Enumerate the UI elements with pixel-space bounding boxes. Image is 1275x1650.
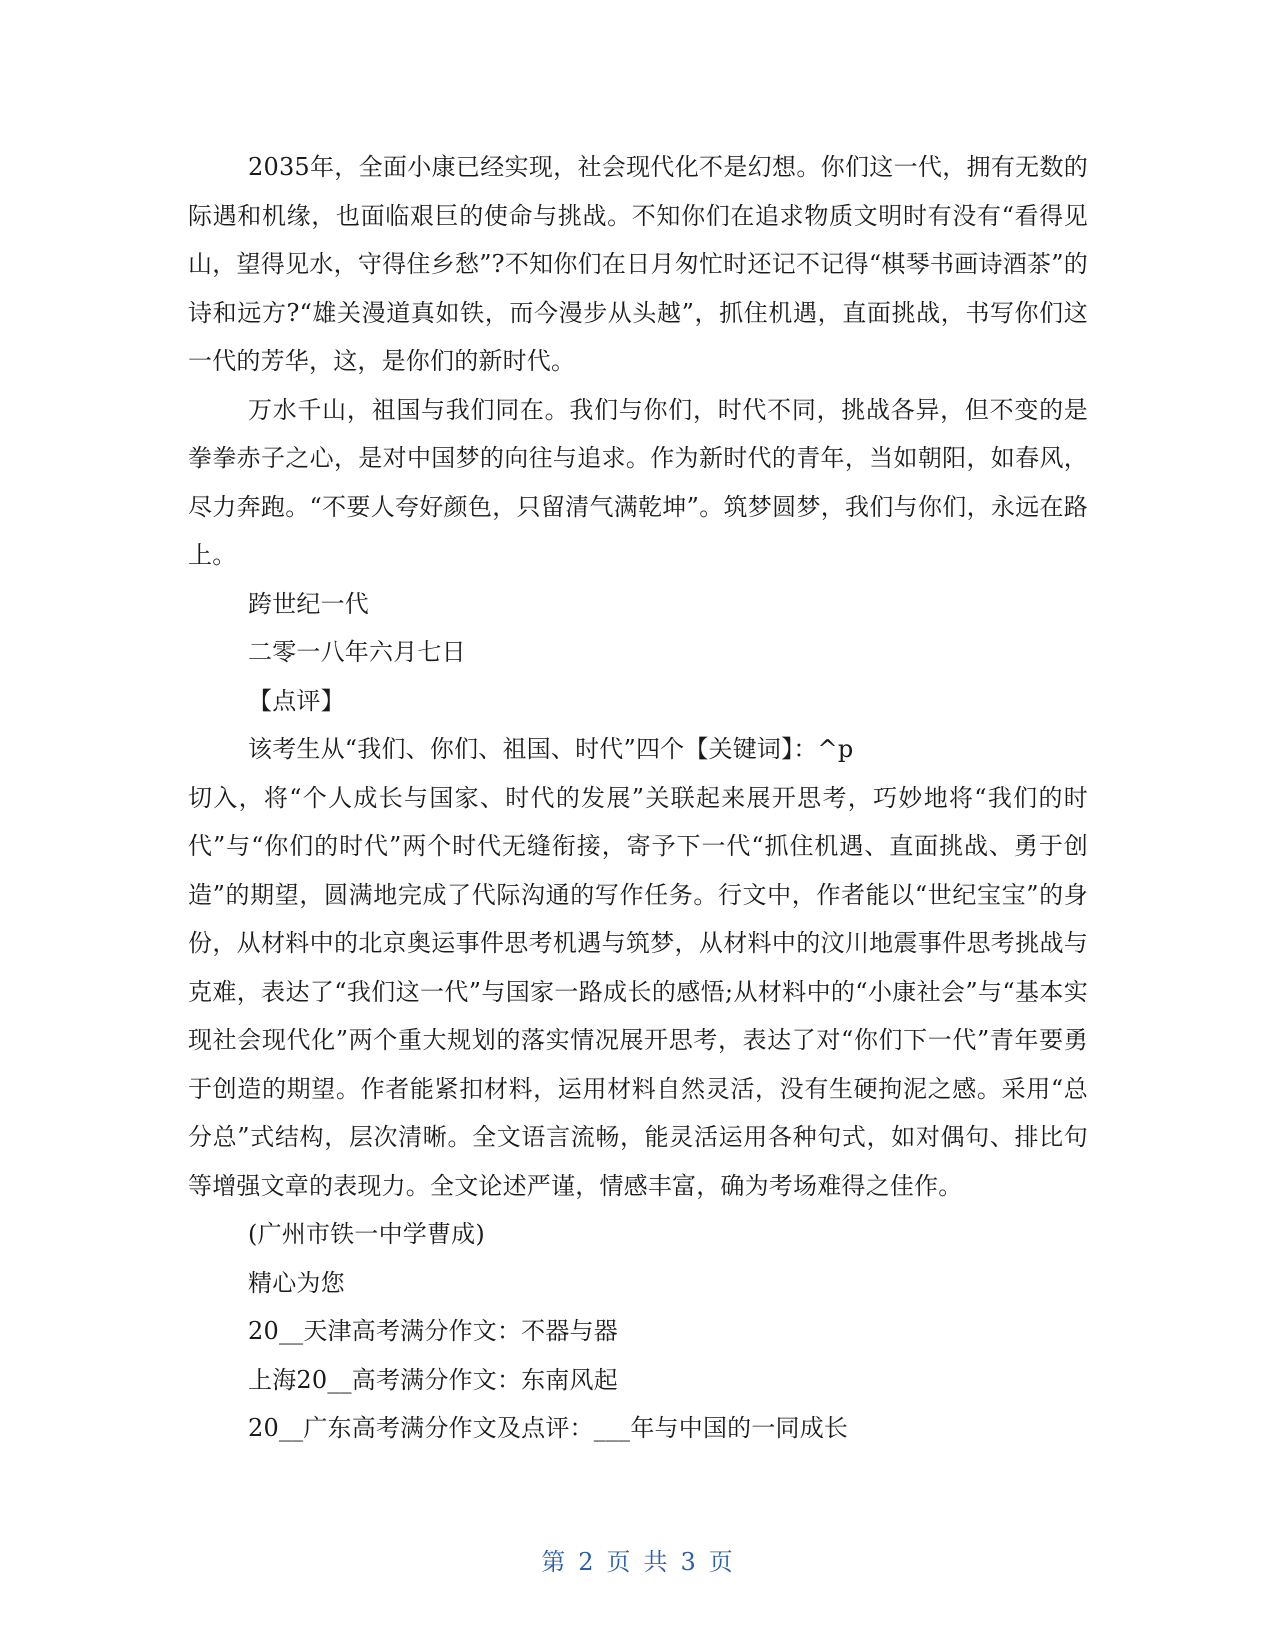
page-footer [0,1542,1275,1577]
paragraph-2035: 2035年，全面小康已经实现，社会现代化不是幻想。你们这一代，拥有无数的际遇和机缘，也面临艰巨的使命与挑战。不知你们在追求物质文明时有没有“看得见山，望得见水，守得住乡愁”?不知你们在日月匆忙时还记不记得“棋琴书画诗酒茶”的诗和远方?“雄关漫道真如铁，而今漫步从头越”，抓住机遇，直面挑战，书写你们这一代的芳华，这，是你们的新时代。 [188,153,1088,375]
signature-date: 二零一八年六月七日 [248,638,466,666]
related-heading: 精心为您 [248,1268,345,1297]
footer-page-number: 2 [578,1548,595,1576]
review-intro: 该考生从“我们、你们、祖国、时代”四个【关键词】：^p [248,735,854,763]
related-link-guangdong[interactable]: 20__广东高考满分作文及点评：___年与中国的一同成长 [248,1414,849,1442]
review-body: 切入，将“个人成长与国家、时代的发展”关联起来展开思考，巧妙地将“我们的时代”与“你们的时代”两个时代无缝衔接，寄予下一代“抓住机遇、直面挑战、勇于创造”的期望，圆满地完成了代际沟通的写作任务。行文中，作者能以“世纪宝宝”的身份，从材料中的北京奥运事件思考机遇与筑梦，从材料中的汶川地震事件思考挑战与克难，表达了“我们这一代”与国家一路成长的感悟;从材料中的“小康社会”与“基本实现社会现代化”两个重大规划的落实情况展开思考，表达了对“你们下一代”青年要勇于创造的期望。作者能紧扣材料，运用材料自然灵活，没有生硬拘泥之感。采用“总分总”式结构，层次清晰。全文语言流畅，能灵活运用各种句式，如对偶句、排比句等增强文章的表现力。全文论述严谨，情感丰富，确为考场难得之佳作。 [188,783,1088,1200]
related-link-tianjin[interactable]: 20__天津高考满分作文：不器与器 [248,1317,618,1345]
signature-name: 跨世纪一代 [248,589,369,618]
document-body [188,143,1088,1453]
footer-gong: 共 [643,1548,669,1576]
footer-ye: 页 [606,1548,632,1576]
footer-di: 第 [541,1548,567,1576]
footer-total-pages: 3 [680,1548,697,1576]
paragraph-wanshui: 万水千山，祖国与我们同在。我们与你们，时代不同，挑战各异，但不变的是拳拳赤子之心，是对中国梦的向往与追求。作为新时代的青年，当如朝阳，如春风，尽力奔跑。“不要人夸好颜色，只留清气满乾坤”。筑梦圆梦，我们与你们，永远在路上。 [188,395,1088,569]
related-link-shanghai[interactable]: 上海20__高考满分作文：东南风起 [248,1365,618,1394]
review-heading: 【点评】 [248,686,345,715]
footer-ye2: 页 [708,1548,734,1576]
review-author: (广州市铁一中学曹成) [248,1220,485,1248]
